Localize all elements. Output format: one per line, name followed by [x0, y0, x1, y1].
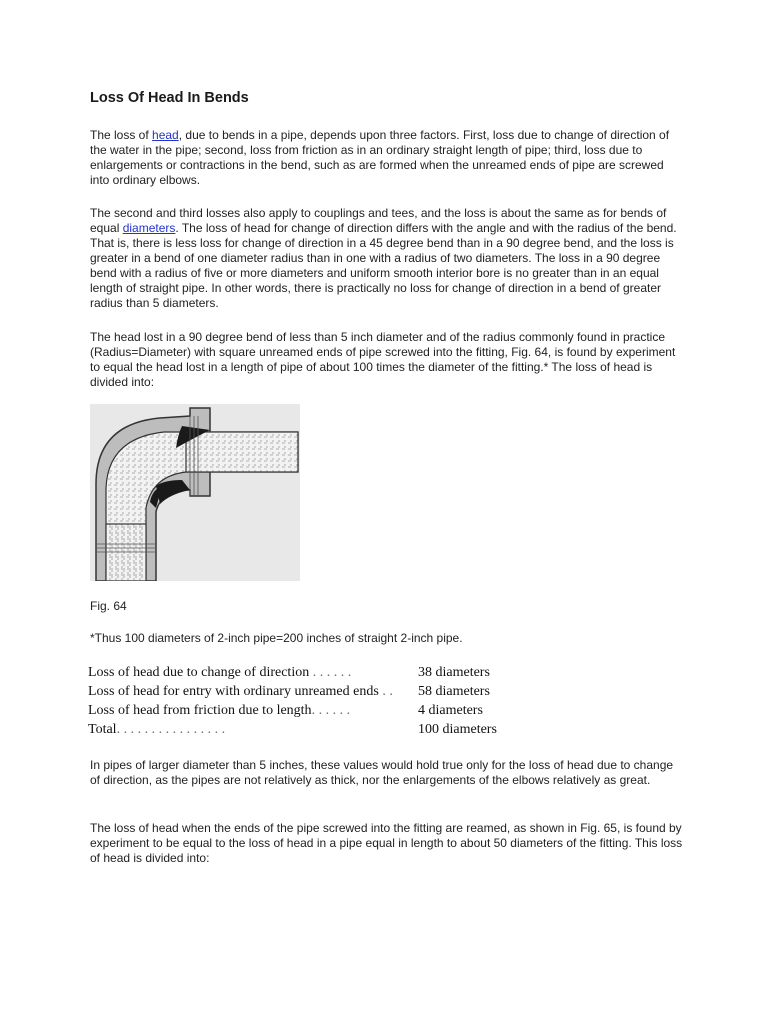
table-row: Loss of head from friction due to length. . . . . . 4 diameters	[88, 701, 497, 720]
loss-value: 4 diameters	[418, 703, 483, 718]
footnote: *Thus 100 diameters of 2-inch pipe=200 inches of straight 2-inch pipe.	[90, 631, 463, 645]
loss-value: 38 diameters	[418, 665, 490, 680]
page-title: Loss Of Head In Bends	[90, 90, 249, 106]
loss-label: Loss of head due to change of direction	[88, 665, 310, 680]
paragraph-head-lost: The head lost in a 90 degree bend of less than 5 inch diameter and of the radius commonly found in practice (Radius=Diameter) with square unreamed ends of pipe screwed into the fitting, Fig. 64, is found by experiment to equal the head lost in a length of pipe of about 100 times the diameter of the fitting.* The loss of head is divided into:	[90, 330, 676, 389]
diameters-link[interactable]: diameters	[122, 221, 176, 235]
loss-value: 58 diameters	[418, 684, 490, 699]
paragraph-intro: The loss of head, due to bends in a pipe, depends upon three factors. First, loss due to change of direction of the water in the pipe; second, loss from friction as in an ordinary straight length of pipe; third, loss due to enlargements or contractions in the bend, such as are formed when the unreamed ends of pipe are screwed into ordinary elbows.	[90, 128, 670, 187]
loss-label: Total	[88, 722, 117, 737]
table-row: Total. . . . . . . . . . . . . . . . 100 diameters	[88, 722, 497, 737]
loss-label: Loss of head for entry with ordinary unreamed ends	[88, 684, 379, 699]
elbow-fitting-illustration	[90, 404, 300, 581]
figure-caption: Fig. 64	[90, 599, 127, 613]
table-row: Loss of head for entry with ordinary unreamed ends . . 58 diameters	[88, 682, 497, 701]
loss-value: 100 diameters	[418, 722, 497, 737]
paragraph-reamed-ends: The loss of head when the ends of the pipe screwed into the fitting are reamed, as shown in Fig. 65, is found by experiment to be equal to the loss of head in a pipe equal in length to about 50 diameters of the fitting. This loss of head is divided into:	[90, 821, 683, 865]
pipe-bend-figure	[90, 404, 300, 581]
loss-breakdown-table	[88, 663, 497, 739]
loss-label: Loss of head from friction due to length	[88, 703, 312, 718]
paragraph-second-losses: The second and third losses also apply to couplings and tees, and the loss is about the same as for bends of equal diameters. The loss of head for change of direction differs with the angle and with the radius of the bend. That is, there is less loss for change of direction in a 45 degree bend than in a 90 degree bend, and the loss is greater in a bend of one diameter radius than in one with a radius of two diameters. The loss in a 90 degree bend with a radius of five or more diameters and uniform smooth interior bore is no greater than in an equal length of straight pipe. In other words, there is practically no loss for change of direction in a bend of greater radius than 5 diameters.	[90, 206, 677, 310]
head-link[interactable]: head	[152, 128, 179, 142]
table-row: Loss of head due to change of direction . . . . . . 38 diameters	[88, 663, 497, 682]
paragraph-larger-pipes: In pipes of larger diameter than 5 inches, these values would hold true only for the loss of head due to change of direction, as the pipes are not relatively as thick, nor the enlargements of the elbows relatively as great.	[90, 758, 674, 787]
